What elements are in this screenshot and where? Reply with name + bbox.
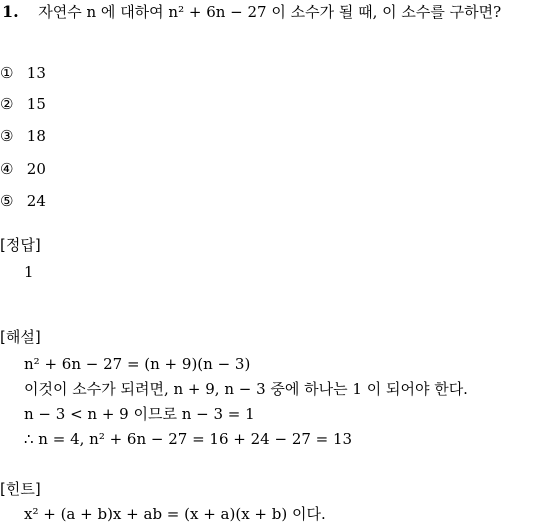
question xyxy=(2,3,501,21)
option-number: ② xyxy=(0,95,14,113)
option-value: 20 xyxy=(26,160,46,178)
option-number: ④ xyxy=(0,160,14,178)
option-value: 24 xyxy=(26,192,46,210)
option-4[interactable] xyxy=(0,160,46,178)
explanation-label: [해설] xyxy=(0,328,41,346)
option-1[interactable] xyxy=(0,64,46,82)
option-value: 18 xyxy=(26,127,46,145)
option-5[interactable] xyxy=(0,192,46,210)
hint-line: x² + (a + b)x + ab = (x + a)(x + b) 이다. xyxy=(24,505,326,523)
option-number: ③ xyxy=(0,127,14,145)
explanation-line: ∴ n = 4, n² + 6n − 27 = 16 + 24 − 27 = 13 xyxy=(24,430,353,448)
option-value: 15 xyxy=(26,95,46,113)
option-number: ⑤ xyxy=(0,192,14,210)
option-value: 13 xyxy=(26,64,46,82)
explanation-line: n² + 6n − 27 = (n + 9)(n − 3) xyxy=(24,355,251,373)
answer-value: 1 xyxy=(24,263,34,281)
option-number: ① xyxy=(0,64,14,82)
answer-label: [정답] xyxy=(0,236,41,254)
question-text: 자연수 n 에 대하여 n² + 6n − 27 이 소수가 될 때, 이 소수를 구하면? xyxy=(38,3,502,21)
option-3[interactable] xyxy=(0,127,46,145)
explanation-line: n − 3 < n + 9 이므로 n − 3 = 1 xyxy=(24,405,255,423)
explanation-line: 이것이 소수가 되려면, n + 9, n − 3 중에 하나는 1 이 되어야 한다. xyxy=(24,380,468,398)
question-number: 1. xyxy=(2,2,19,21)
hint-label: [힌트] xyxy=(0,480,41,498)
option-2[interactable] xyxy=(0,95,46,113)
